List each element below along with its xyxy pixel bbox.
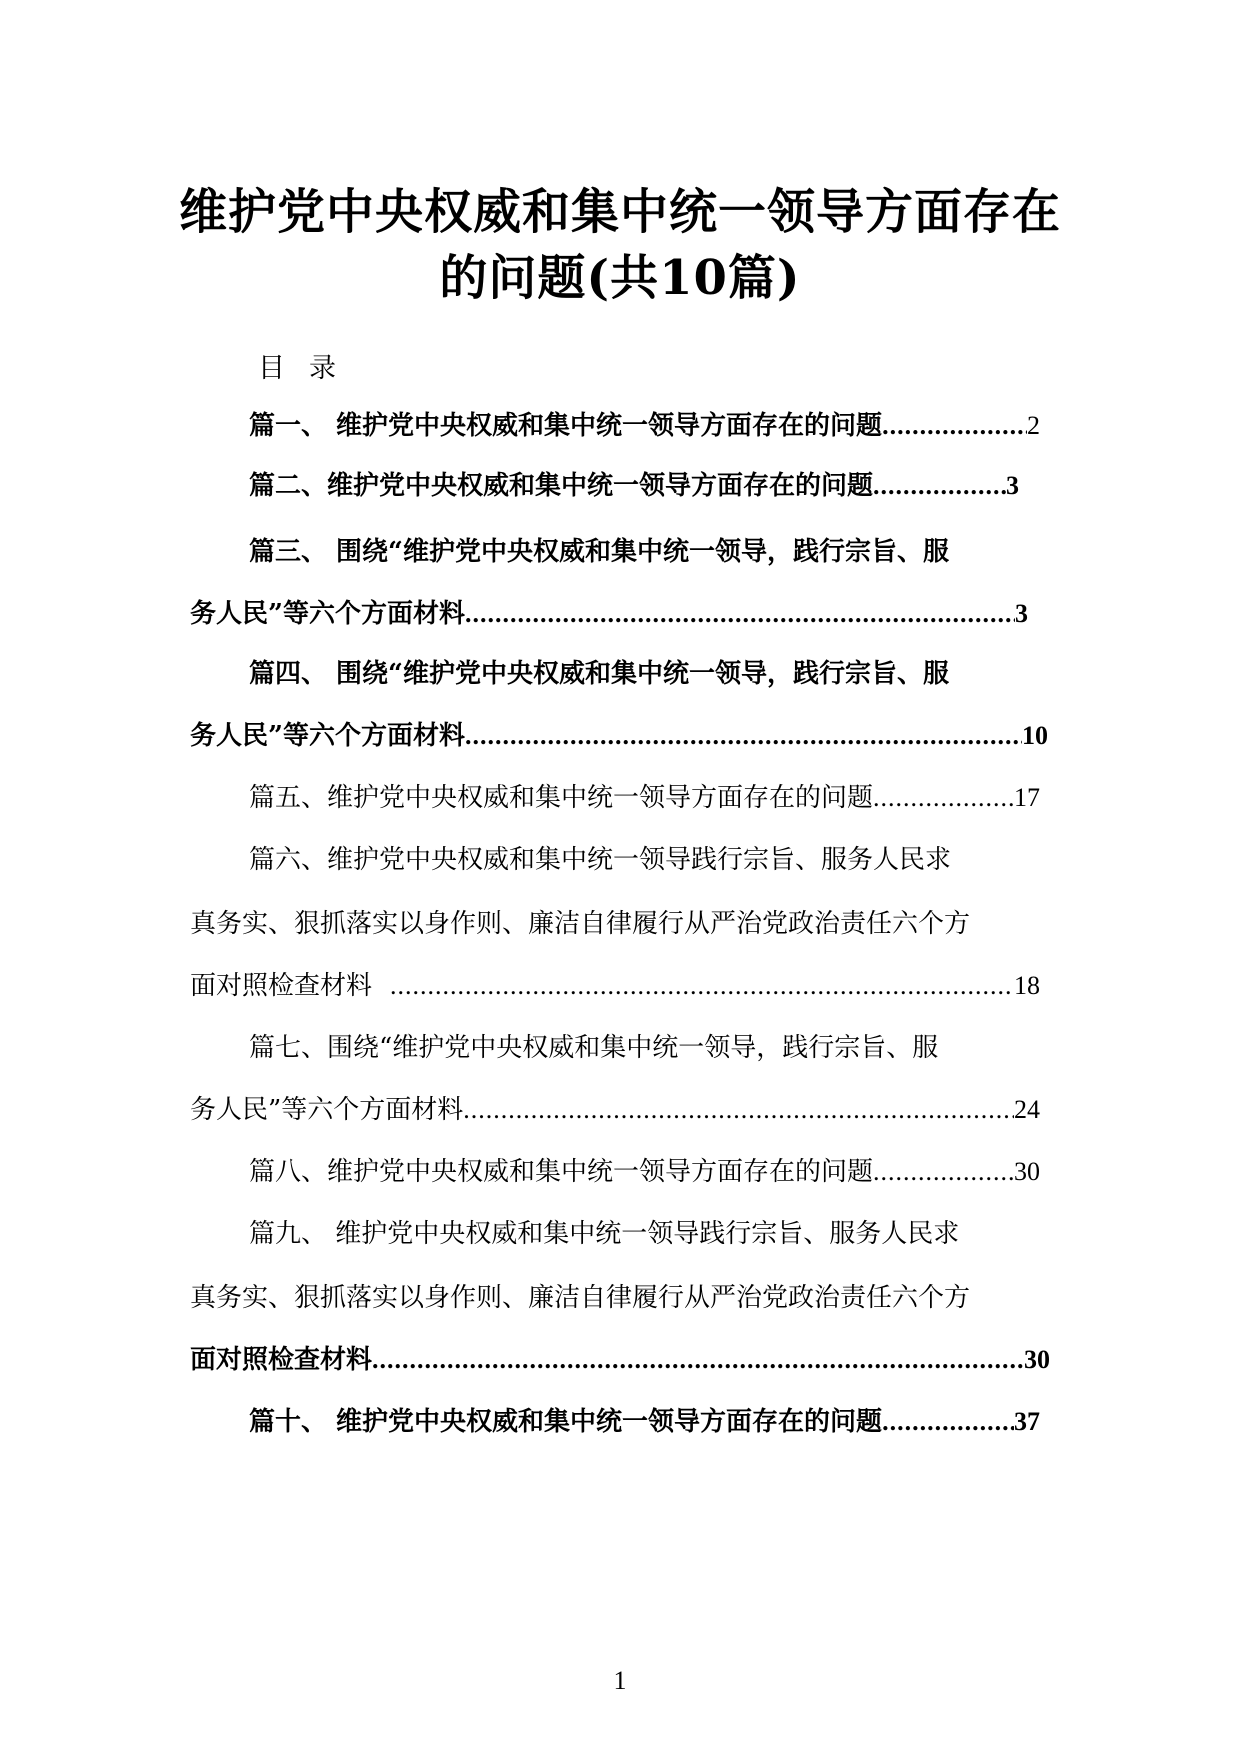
toc-entry-8-page: 30 — [1014, 1157, 1040, 1186]
toc-entry-9-line-2[interactable] — [190, 1280, 1040, 1316]
toc-entry-4-page: 10 — [1022, 721, 1048, 750]
toc-leader-dots — [882, 1404, 1014, 1440]
toc-leader-dots — [882, 408, 1027, 444]
toc-entry-6-page: 18 — [1014, 971, 1040, 1000]
toc-heading-char-1: 目 — [258, 353, 285, 384]
toc-entry-3-line-2[interactable] — [190, 596, 1028, 632]
toc-entry-6-line-1[interactable] — [249, 842, 1040, 878]
toc-entry-7-text-2: 务人民”等六个方面材料 — [190, 1095, 464, 1125]
toc-entry-3-text-2: 务人民”等六个方面材料 — [190, 599, 465, 629]
toc-entry-3-line-1[interactable] — [249, 534, 1040, 570]
toc-heading-char-2: 录 — [309, 353, 336, 384]
toc-leader-dots — [873, 1154, 1014, 1190]
toc-entry-7-page: 24 — [1014, 1095, 1040, 1124]
toc-entry-9-page: 30 — [1024, 1345, 1050, 1374]
toc-entry-10[interactable] — [249, 1404, 1040, 1440]
toc-entry-1-text: 篇一、 维护党中央权威和集中统一领导方面存在的问题 — [249, 411, 883, 441]
toc-entry-6-line-3[interactable] — [190, 968, 1040, 1004]
toc-entry-2-text: 篇二、维护党中央权威和集中统一领导方面存在的问题 — [249, 471, 874, 501]
toc-leader-dots — [463, 1092, 1014, 1128]
toc-entry-9-line-1[interactable] — [249, 1216, 1040, 1252]
toc-entry-7-line-2[interactable] — [190, 1092, 1040, 1128]
toc-entry-9-text-3: 面对照检查材料 — [190, 1345, 373, 1375]
toc-entry-7-text-1: 篇七、围绕“维护党中央权威和集中统一领导，践行宗旨、服 — [249, 1033, 939, 1063]
toc-entry-10-text: 篇十、 维护党中央权威和集中统一领导方面存在的问题 — [249, 1407, 883, 1437]
document-title-line-2: 的问题(共10篇) — [439, 250, 801, 306]
toc-entry-9-line-3[interactable] — [190, 1342, 1050, 1378]
toc-entry-10-page: 37 — [1014, 1407, 1040, 1436]
toc-entry-7-line-1[interactable] — [249, 1030, 1040, 1066]
page-number: 1 — [613, 1666, 627, 1695]
toc-entry-4-text-2: 务人民”等六个方面材料 — [190, 721, 465, 751]
toc-entry-8[interactable] — [249, 1154, 1040, 1190]
toc-leader-dots — [372, 1342, 1024, 1378]
toc-leader-dots — [465, 596, 1015, 632]
toc-leader-dots — [873, 468, 1006, 504]
toc-entry-6-text-1: 篇六、维护党中央权威和集中统一领导践行宗旨、服务人民求 — [249, 845, 952, 875]
toc-entry-3-text-1: 篇三、 围绕“维护党中央权威和集中统一领导，践行宗旨、服 — [249, 537, 950, 567]
toc-entry-6-line-2[interactable] — [190, 906, 1040, 942]
toc-entry-8-text: 篇八、维护党中央权威和集中统一领导方面存在的问题 — [249, 1157, 874, 1187]
toc-entry-2[interactable] — [249, 468, 1019, 504]
toc-entry-5[interactable] — [249, 780, 1040, 816]
toc-heading — [258, 346, 360, 385]
toc-entry-9-text-2: 真务实、狠抓落实以身作则、廉洁自律履行从严治党政治责任六个方 — [190, 1283, 971, 1313]
toc-entry-1-page: 2 — [1027, 411, 1040, 440]
toc-leader-dots — [873, 780, 1014, 816]
toc-entry-6-text-2: 真务实、狠抓落实以身作则、廉洁自律履行从严治党政治责任六个方 — [190, 909, 971, 939]
document-title-line-1: 维护党中央权威和集中统一领导方面存在 — [178, 184, 1061, 240]
toc-entry-5-text: 篇五、维护党中央权威和集中统一领导方面存在的问题 — [249, 783, 874, 813]
toc-leader-dots — [372, 968, 1014, 1004]
toc-entry-4-line-1[interactable] — [249, 656, 1040, 692]
toc-entry-4-text-1: 篇四、 围绕“维护党中央权威和集中统一领导，践行宗旨、服 — [249, 659, 950, 689]
toc-entry-5-page: 17 — [1014, 783, 1040, 812]
toc-entry-6-text-3: 面对照检查材料 — [190, 971, 373, 1001]
toc-entry-3-page: 3 — [1015, 599, 1028, 628]
toc-entry-2-page: 3 — [1006, 471, 1019, 500]
toc-entry-9-text-1: 篇九、 维护党中央权威和集中统一领导践行宗旨、服务人民求 — [249, 1219, 960, 1249]
toc-leader-dots — [465, 718, 1022, 754]
toc-entry-1[interactable] — [249, 408, 1040, 444]
toc-entry-4-line-2[interactable] — [190, 718, 1048, 754]
